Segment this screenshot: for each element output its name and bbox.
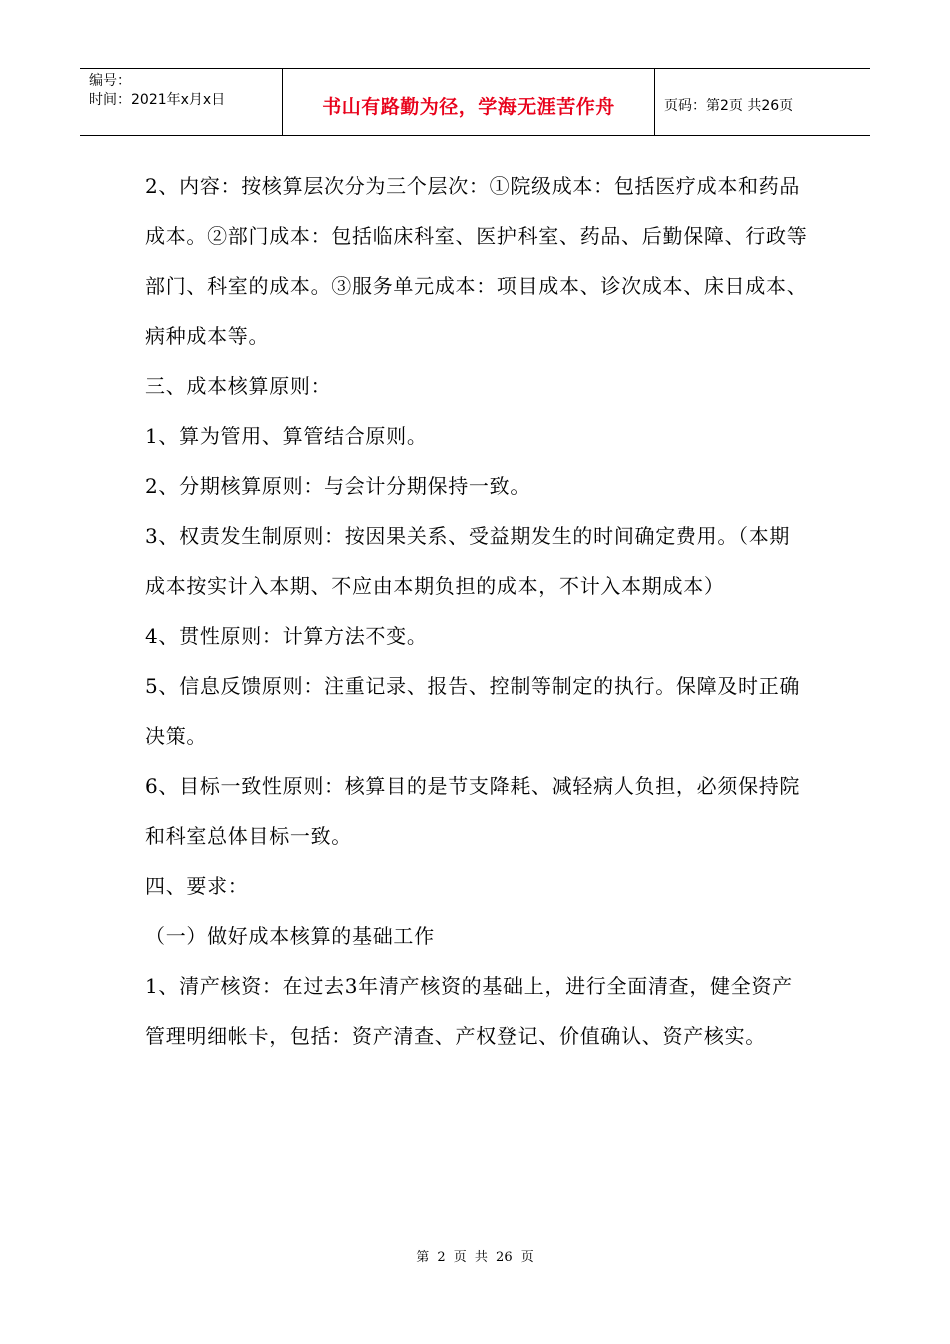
- header-motto: 书山有路勤为径，学海无涯苦作舟: [283, 69, 655, 135]
- section-heading-principles: 三、成本核算原则：: [145, 374, 332, 398]
- paragraph-principle-2: 2、分期核算原则：与会计分期保持一致。: [145, 474, 532, 498]
- paragraph-principle-5: 5、信息反馈原则：注重记录、报告、控制等制定的执行。保障及时正确决策。: [145, 674, 801, 748]
- paragraph-principle-3: 3、权责发生制原则：按因果关系、受益期发生的时间确定费用。（本期成本按实计入本期、不应由本期负担的成本，不计入本期成本）: [145, 524, 791, 598]
- section-heading-requirements: 四、要求：: [145, 874, 249, 898]
- paragraph-principle-4: 4、贯性原则：计算方法不变。: [145, 624, 428, 648]
- page-footer: 第 2 页 共 26 页: [416, 1250, 534, 1265]
- paragraph-asset-inventory: 1、清产核资：在过去3年清产核资的基础上，进行全面清查，健全资产管理明细帐卡，包括：资产清查、产权登记、价值确认、资产核实。: [145, 974, 793, 1048]
- page-header: [80, 68, 870, 136]
- subsection-heading-basic-work: （一）做好成本核算的基础工作: [145, 924, 435, 948]
- paragraph-principle-1: 1、算为管用、算管结合原则。: [145, 424, 428, 448]
- paragraph-content-levels: 2、内容：按核算层次分为三个层次：①院级成本：包括医疗成本和药品成本。②部门成本：包括临床科室、医护科室、药品、后勤保障、行政等部门、科室的成本。③服务单元成本：项目成本、诊次成本、床日成本、病种成本等。: [145, 174, 808, 348]
- document-time-label: 时间：2021年x月x日: [89, 92, 226, 108]
- document-number-label: 编号：: [89, 73, 131, 89]
- header-page-code: 页码：第2页 共26页: [664, 98, 794, 114]
- document-body: [145, 161, 810, 1061]
- header-meta-cell: [80, 69, 283, 135]
- paragraph-principle-6: 6、目标一致性原则：核算目的是节支降耗、减轻病人负担，必须保持院和科室总体目标一致。: [145, 774, 801, 848]
